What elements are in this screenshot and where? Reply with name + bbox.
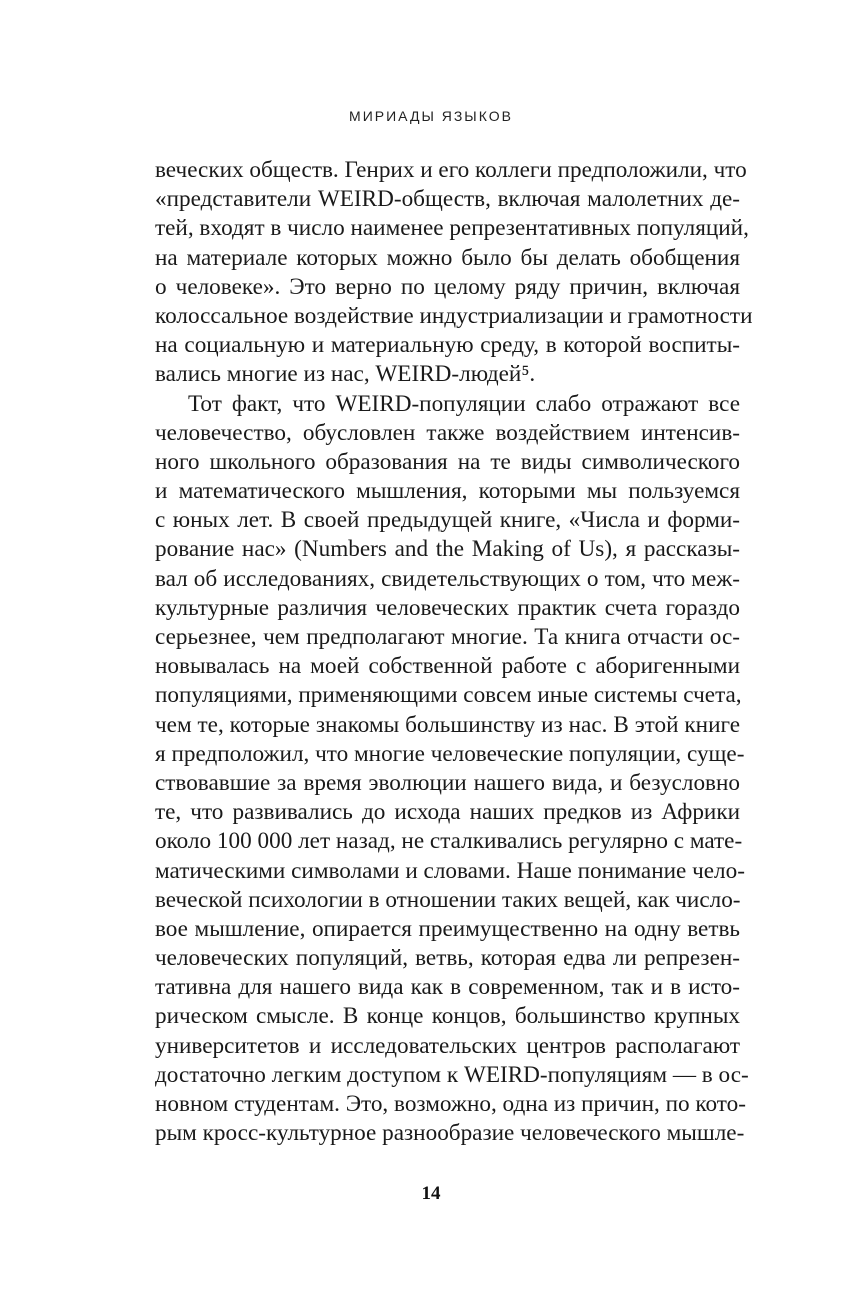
text-line: веческой психологии в отношении таких вещей, как число- xyxy=(155,886,741,913)
body-text xyxy=(155,156,753,1148)
text-line: достаточно легким доступом к WEIRD-популяциям — в ос- xyxy=(155,1061,749,1088)
text-line: ствовавшие за время эволюции нашего вида, и безусловно xyxy=(155,769,740,796)
text-line: чем те, которые знакомы большинству из нас. В этой книге xyxy=(155,711,740,738)
text-line: с юных лет. В своей предыдущей книге, «Числа и форми- xyxy=(155,507,740,534)
text-line: новном студентам. Это, возможно, одна из причин, по кото- xyxy=(155,1091,746,1117)
text-line: около 100 000 лет назад, не сталкивались регулярно с мате- xyxy=(155,828,743,855)
text-line: ного школьного образования на те виды символического xyxy=(155,448,740,475)
text-line: человеческих популяций, ветвь, которая едва ли репрезен- xyxy=(155,945,740,972)
text-line: «представители WEIRD-обществ, включая малолетних де- xyxy=(155,186,740,213)
text-line: тативна для нашего вида как в современном, так и в исто- xyxy=(155,974,740,1001)
paragraph-2 xyxy=(155,390,749,1149)
text-line: вались многие из нас, WEIRD-людей⁵. xyxy=(155,361,536,388)
text-line: веческих обществ. Генрих и его коллеги предположили, что xyxy=(155,157,747,183)
page-number: 14 xyxy=(421,1183,441,1204)
text-line: популяциями, применяющими совсем иные системы счета, xyxy=(155,682,742,709)
text-line: культурные различия человеческих практик счета гораздо xyxy=(155,594,740,621)
text-line: Тот факт, что WEIRD-популяции слабо отражают все xyxy=(188,390,740,417)
text-line: о человеке». Это верно по целому ряду причин, включая xyxy=(155,273,740,300)
text-line: и математического мышления, которыми мы пользуемся xyxy=(155,478,740,505)
text-line: новывалась на моей собственной работе с аборигенными xyxy=(155,653,740,680)
text-line: человечество, обусловлен также воздействием интенсив- xyxy=(155,419,740,446)
text-line: на социальную и материальную среду, в которой воспиты- xyxy=(155,332,740,359)
text-line: на материале которых можно было бы делать обобщения xyxy=(155,244,740,271)
text-line: университетов и исследовательских центров располагают xyxy=(155,1032,740,1059)
text-line: серьезнее, чем предполагают многие. Та книга отчасти ос- xyxy=(155,624,740,650)
running-head: МИРИАДЫ ЯЗЫКОВ xyxy=(349,108,513,124)
text-line: тей, входят в число наименее репрезентативных популяций, xyxy=(155,215,749,242)
text-line: вое мышление, опирается преимущественно на одну ветвь xyxy=(155,915,740,942)
paragraph-1 xyxy=(155,156,753,390)
text-line: вал об исследованиях, свидетельствующих о том, что меж- xyxy=(155,565,740,592)
text-line: колоссальное воздействие индустриализации и грамотности xyxy=(155,302,753,329)
text-line: матическими символами и словами. Наше понимание чело- xyxy=(155,857,745,884)
text-line: я предположил, что многие человеческие популяции, суще- xyxy=(155,740,745,767)
text-line: рическом смысле. В конце концов, большинство крупных xyxy=(155,1003,740,1030)
text-line: те, что развивались до исхода наших предков из Африки xyxy=(155,799,740,826)
text-line: рование нас» (Numbers and the Making of Us), я рассказы- xyxy=(155,536,740,563)
text-line: рым кросс-культурное разнообразие человеческого мышле- xyxy=(155,1120,745,1147)
